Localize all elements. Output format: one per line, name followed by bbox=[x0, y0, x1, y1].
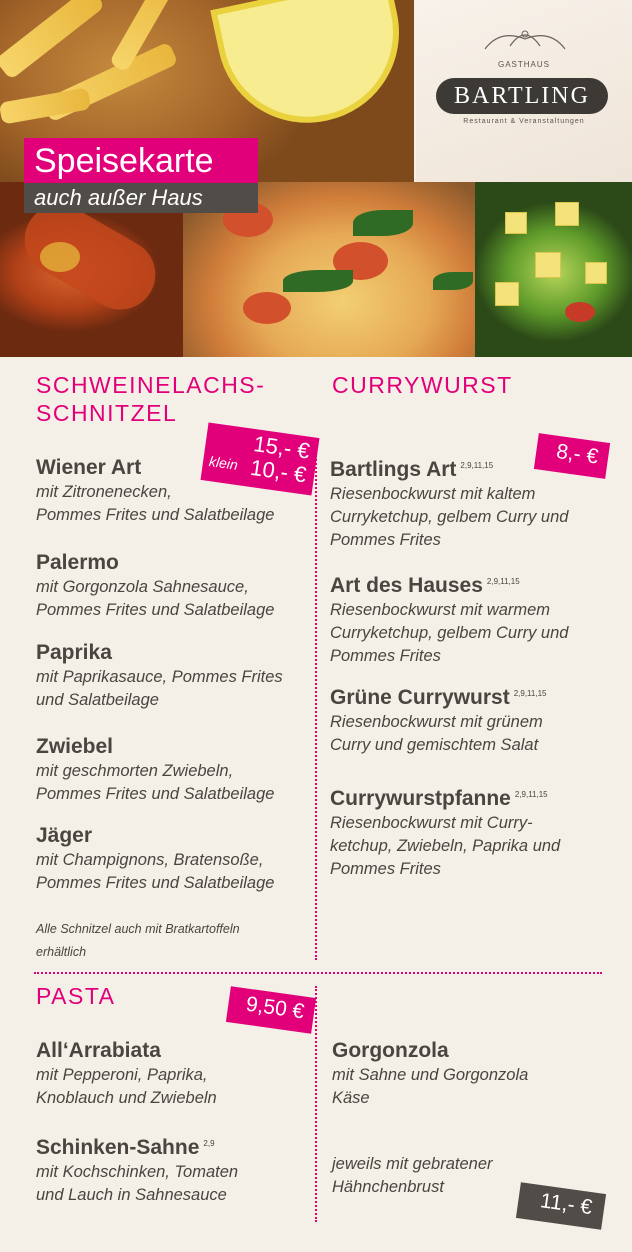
item-name: Bartlings Art $^{2,9,11,15}$ bbox=[330, 458, 494, 481]
pasta-heading: PASTA bbox=[36, 983, 116, 1009]
item-desc: Pommes Frites bbox=[330, 860, 441, 878]
menu-item bbox=[330, 569, 620, 668]
menu-item bbox=[36, 455, 316, 527]
chicken-price: 11,- € bbox=[538, 1189, 594, 1220]
menu-item bbox=[36, 734, 316, 806]
item-desc: Riesenbockwurst mit kaltem bbox=[330, 485, 536, 503]
item-desc: Pommes Frites bbox=[330, 647, 441, 665]
salad-photo bbox=[475, 182, 632, 357]
item-desc: mit geschmorten Zwiebeln, bbox=[36, 762, 234, 780]
item-desc: Curry und gemischtem Salat bbox=[330, 736, 539, 754]
menu-item bbox=[36, 550, 316, 622]
item-desc: Curryketchup, gelbem Curry und bbox=[330, 508, 569, 526]
item-name: Gorgonzola bbox=[332, 1039, 449, 1062]
logo-gasthaus-text: GASTHAUS bbox=[497, 60, 550, 69]
item-desc: mit Sahne und Gorgonzola bbox=[332, 1066, 529, 1084]
note-line: erhältlich bbox=[36, 945, 87, 959]
item-desc: Pommes Frites und Salatbeilage bbox=[36, 785, 275, 803]
item-name: Grüne Currywurst $^{2,9,11,15}$ bbox=[330, 686, 547, 709]
currywurst-heading: CURRYWURST bbox=[332, 372, 513, 398]
item-desc: Knoblauch und Zwiebeln bbox=[36, 1089, 217, 1107]
menu-item bbox=[36, 1131, 316, 1207]
item-desc: mit Kochschinken, Tomaten bbox=[36, 1163, 239, 1181]
item-desc: mit Zitronenecken, bbox=[36, 483, 172, 501]
allergen-codes: 2,9 bbox=[203, 1139, 215, 1148]
item-desc: und Salatbeilage bbox=[36, 691, 159, 709]
schnitzel-heading-line2: SCHNITZEL bbox=[36, 400, 178, 426]
chicken-note bbox=[332, 1153, 532, 1199]
menu-item bbox=[36, 823, 316, 895]
logo-ornament-icon bbox=[480, 24, 570, 54]
item-name: Schinken-Sahne $^{2,9}$ bbox=[36, 1136, 215, 1159]
column-divider bbox=[315, 440, 317, 960]
menu-item bbox=[330, 453, 620, 552]
item-desc: Pommes Frites und Salatbeilage bbox=[36, 506, 275, 524]
item-desc: Pommes Frites und Salatbeilage bbox=[36, 874, 275, 892]
menu-item bbox=[36, 640, 316, 712]
item-desc: Pommes Frites bbox=[330, 531, 441, 549]
schnitzel-heading-line1: SCHWEINELACHS- bbox=[36, 372, 266, 398]
allergen-codes: 2,9,11,15 bbox=[460, 461, 494, 470]
currywurst-price: 8,- € bbox=[554, 439, 600, 469]
item-desc: Curryketchup, gelbem Curry und bbox=[330, 624, 569, 642]
item-name: Art des Hauses $^{2,9,11,15}$ bbox=[330, 574, 520, 597]
item-desc: ketchup, Zwiebeln, Paprika und bbox=[330, 837, 561, 855]
item-name: Currywurstpfanne $^{2,9,11,15}$ bbox=[330, 787, 548, 810]
schnitzel-price-small-label: klein bbox=[208, 453, 239, 473]
allergen-codes: 2,9,11,15 bbox=[486, 577, 520, 586]
allergen-codes: 2,9,11,15 bbox=[514, 790, 548, 799]
section-divider bbox=[34, 972, 602, 974]
logo-name: BARTLING bbox=[436, 78, 608, 114]
item-desc: Riesenbockwurst mit Curry- bbox=[330, 814, 533, 832]
note-line: Hähnchenbrust bbox=[332, 1178, 444, 1196]
item-name: Paprika bbox=[36, 641, 112, 664]
logo-subtitle: Restaurant & Veranstaltungen bbox=[463, 118, 585, 125]
menu-item bbox=[330, 681, 620, 757]
menu-subtitle: auch außer Haus bbox=[24, 183, 258, 213]
item-desc: und Lauch in Sahnesauce bbox=[36, 1186, 227, 1204]
menu-item bbox=[332, 1038, 612, 1110]
schnitzel-price-small: 10,- € bbox=[248, 454, 308, 488]
schnitzel-price: 15,- € bbox=[252, 431, 312, 464]
item-desc: Riesenbockwurst mit warmem bbox=[330, 601, 551, 619]
item-desc: Käse bbox=[332, 1089, 370, 1107]
schnitzel-note bbox=[36, 918, 316, 964]
item-name: Palermo bbox=[36, 551, 119, 574]
item-name: All‘Arrabiata bbox=[36, 1039, 161, 1062]
menu-title: Speisekarte bbox=[24, 138, 258, 185]
item-desc: mit Gorgonzola Sahnesauce, bbox=[36, 578, 249, 596]
item-name: Zwiebel bbox=[36, 735, 114, 758]
item-desc: mit Champignons, Bratensoße, bbox=[36, 851, 264, 869]
item-name: Jäger bbox=[36, 824, 93, 847]
item-desc: mit Pepperoni, Paprika, bbox=[36, 1066, 208, 1084]
note-line: Alle Schnitzel auch mit Bratkartoffeln bbox=[36, 922, 240, 936]
menu-item bbox=[36, 1038, 316, 1110]
item-name: Wiener Art bbox=[36, 456, 142, 479]
allergen-codes: 2,9,11,15 bbox=[513, 689, 547, 698]
item-desc: Pommes Frites und Salatbeilage bbox=[36, 601, 275, 619]
note-line: jeweils mit gebratener bbox=[332, 1155, 493, 1173]
menu-item bbox=[330, 782, 620, 881]
item-desc: mit Paprikasauce, Pommes Frites bbox=[36, 668, 283, 686]
pasta-price-tag bbox=[226, 986, 316, 1034]
pasta-price: 9,50 € bbox=[244, 992, 306, 1024]
item-desc: Riesenbockwurst mit grünem bbox=[330, 713, 543, 731]
chicken-price-tag bbox=[516, 1182, 606, 1230]
